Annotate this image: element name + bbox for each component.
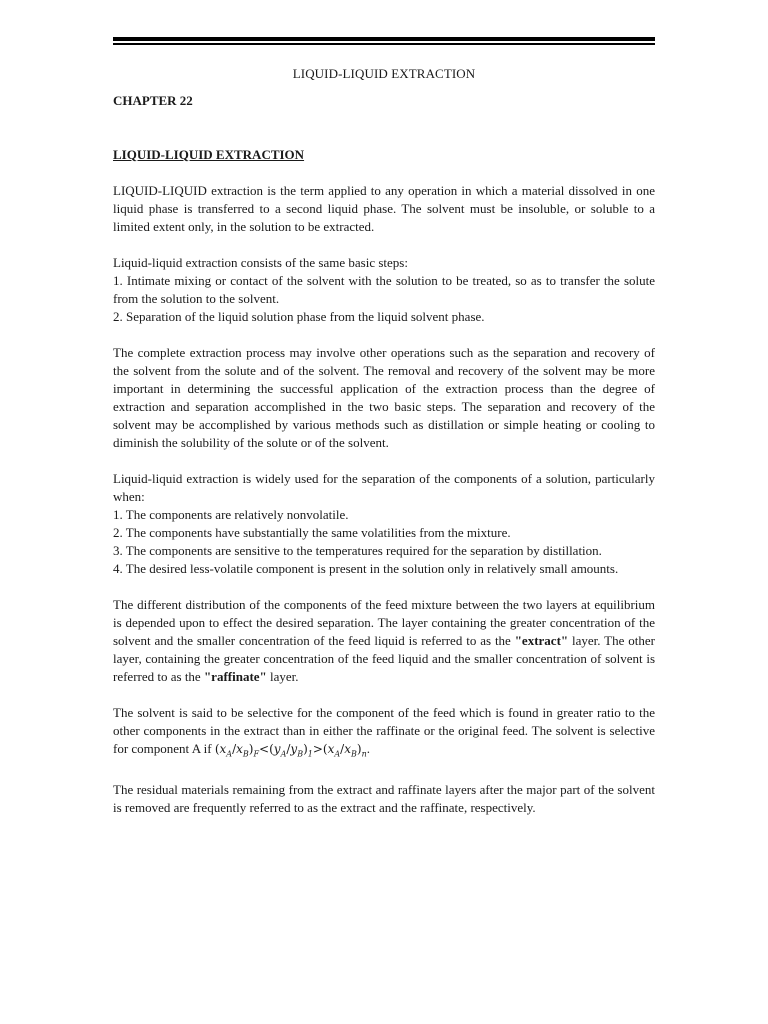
paragraph-selectivity [113, 704, 655, 763]
paragraph-uses [113, 470, 655, 578]
paragraph-basic-steps [113, 254, 655, 326]
header-rule-thin [113, 43, 655, 45]
basic-steps-intro: Liquid-liquid extraction consists of the same basic steps: [113, 255, 408, 270]
header-rule-thick [113, 37, 655, 41]
selectivity-end: . [366, 741, 370, 756]
layers-text-b: layer. The other layer, containing the greater concentration of the feed liquid and the smaller concentration of solvent is referred to as the [113, 633, 655, 684]
uses-intro: Liquid-liquid extraction is widely used for the separation of the components of a solution, particularly when: [113, 471, 655, 504]
document-body [113, 92, 655, 835]
raffinate-term: "raffinate" [203, 669, 267, 684]
chapter-label: CHAPTER 22 [113, 93, 193, 108]
paragraph-definition: LIQUID-LIQUID extraction is the term applied to any operation in which a material dissolved in one liquid phase is transferred to a second liquid phase. The solvent must be insoluble, or soluble to a limited extent only, in the solution to be extracted. [113, 183, 655, 234]
extract-term: "extract" [514, 633, 569, 648]
list-item: 4. The desired less-volatile component is present in the solution only in relatively small amounts. [113, 561, 619, 576]
list-item: 1. The components are relatively nonvolatile. [113, 507, 349, 522]
paragraph-residual: The residual materials remaining from the extract and raffinate layers after the major part of the solvent is removed are frequently referred to as the extract and the raffinate, respectively. [113, 782, 655, 816]
selectivity-text: The solvent is said to be selective for the component of the feed which is found in greater ratio to the other components in the extract than in either the raffinate or the original feed. The solvent is selective for component A if [113, 705, 655, 756]
list-item: 2. Separation of the liquid solution phase from the liquid solvent phase. [113, 309, 485, 324]
list-item: 2. The components have substantially the same volatilities from the mixture. [113, 525, 511, 540]
running-header: LIQUID-LIQUID EXTRACTION [292, 66, 476, 81]
layers-text-a: The different distribution of the components of the feed mixture between the two layers at equilibrium is depended upon to effect the desired separation. The layer containing the greater concentration of the solvent and the smaller concentration of the feed liquid is referred to as the [113, 597, 655, 648]
list-item: 1. Intimate mixing or contact of the solvent with the solution to be treated, so as to transfer the solute from the solution to the solvent. [113, 273, 655, 306]
paragraph-layers [113, 596, 655, 686]
section-title: LIQUID-LIQUID EXTRACTION [113, 147, 305, 162]
paragraph-complete-process: The complete extraction process may involve other operations such as the separation and recovery of the solvent from the solute and of the solvent. The removal and recovery of the solvent may be more important in determining the successful application of the extraction process than the degree of extraction and separation accomplished in the two basic steps. The separation and recovery of the solvent may be accomplished by various methods such as distillation or simple heating or cooling to diminish the solubility of the solute or of the solvent. [113, 345, 655, 450]
list-item: 3. The components are sensitive to the temperatures required for the separation by distillation. [113, 543, 602, 558]
layers-text-c: layer. [266, 669, 299, 684]
selectivity-formula: $(x_A/x_B)_F<(y_A/y_B)_1>(x_A/x_B)_n$ [214, 742, 367, 759]
